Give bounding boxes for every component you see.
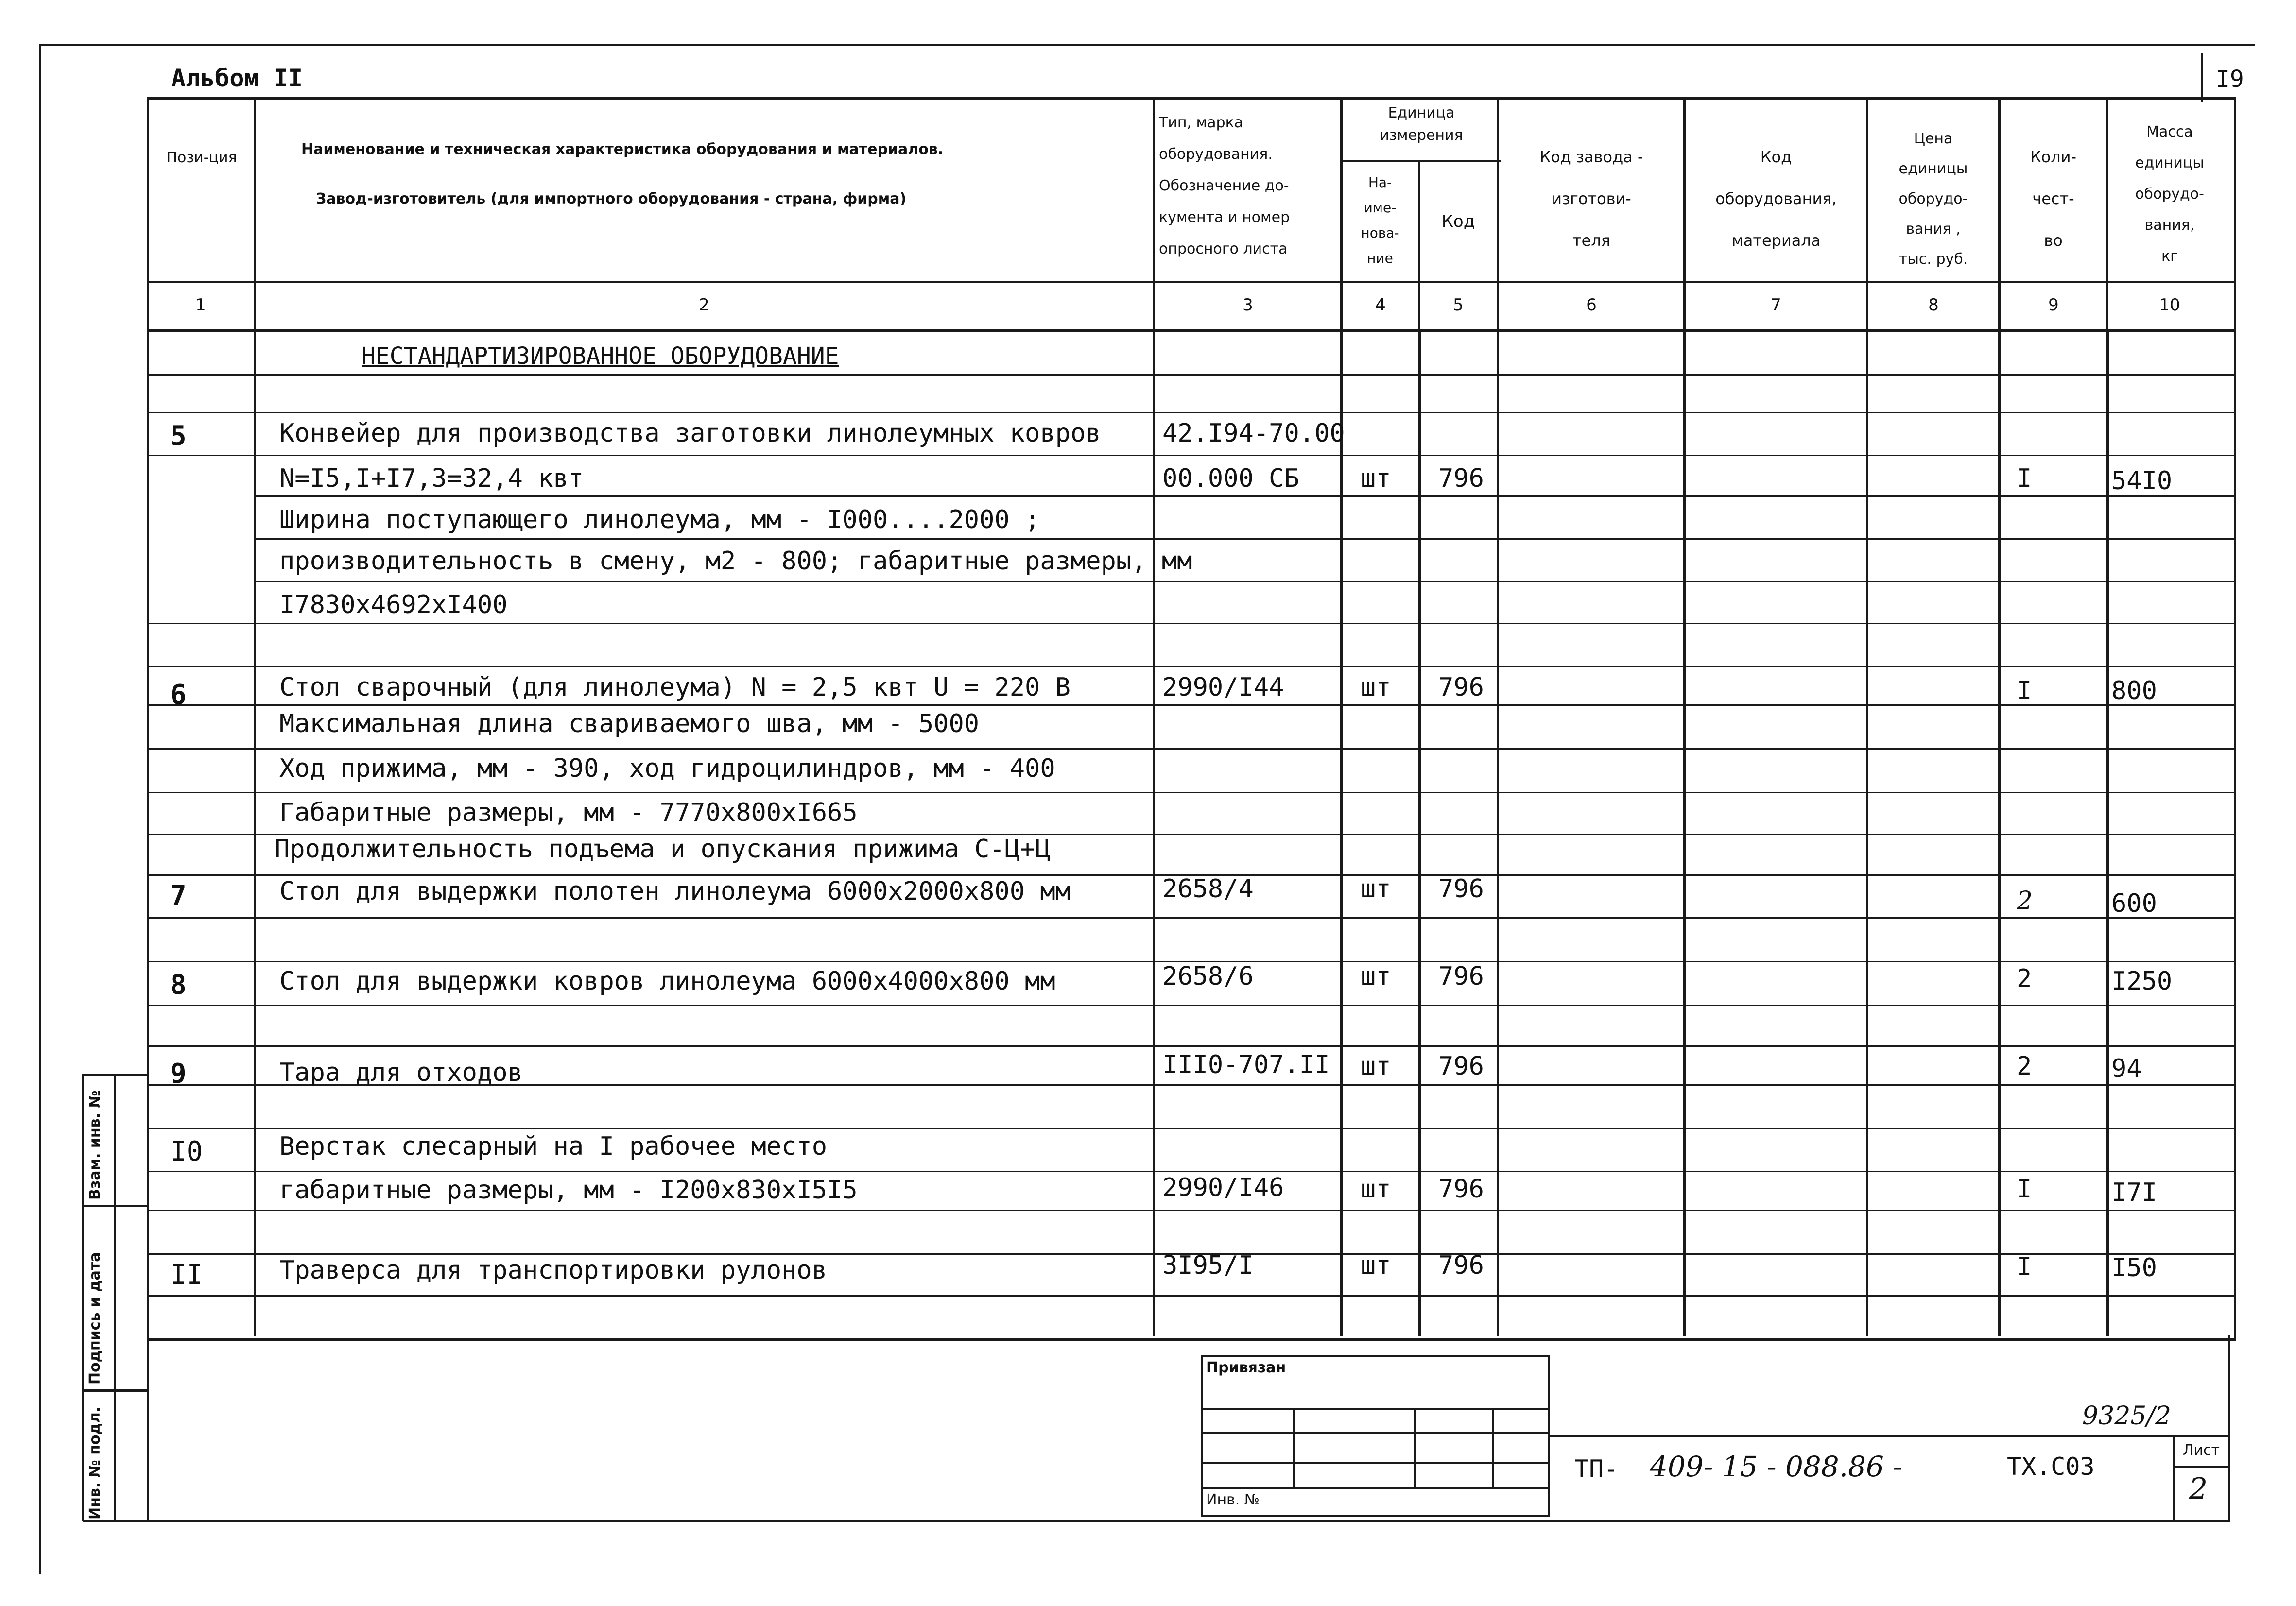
- header-mass-line: оборудо-: [2135, 186, 2204, 203]
- row-position: 5: [170, 420, 187, 452]
- row-position: 8: [170, 969, 187, 1001]
- row-code: 796: [1438, 464, 1484, 493]
- side-label-replacement-inv: Взам. инв. №: [86, 1090, 104, 1200]
- header-unit-name-line: На-: [1368, 174, 1392, 190]
- row-type: III0-707.II: [1162, 1050, 1330, 1079]
- doc-number: 409- 15 - 088.86 -: [1650, 1450, 1902, 1483]
- header-unit-group: [1344, 102, 1499, 147]
- column-number: 4: [1375, 295, 1386, 315]
- row-name: Верстак слесарный на I рабочее место: [279, 1132, 828, 1161]
- row-quantity: I: [2017, 676, 2032, 705]
- header-equipment-line: оборудования,: [1715, 189, 1837, 208]
- row-type: 2990/I46: [1162, 1173, 1284, 1202]
- header-unit-name-line: име-: [1364, 200, 1397, 216]
- header-equipment-line: материала: [1731, 231, 1821, 250]
- row-name: Максимальная длина свариваемого шва, мм - 5000: [279, 709, 980, 738]
- row-code: 796: [1438, 874, 1484, 904]
- header-quantity-line: чест-: [2032, 189, 2074, 208]
- header-unit-line: Единица: [1388, 104, 1455, 121]
- row-quantity: 2: [2017, 887, 2033, 916]
- corner-sheet-number: I9: [2216, 66, 2244, 93]
- row-name: Продолжительность подъема и опускания прижима С-Ц+Ц: [275, 835, 1051, 864]
- header-type-line: опросного листа: [1159, 240, 1288, 257]
- header-quantity-line: Коли-: [2030, 148, 2077, 166]
- binding-label: Привязан: [1206, 1359, 1286, 1376]
- header-price-line: Цена: [1914, 130, 1953, 147]
- header-unit-name: [1342, 170, 1418, 271]
- column-number: 1: [195, 295, 206, 315]
- header-factory-code: [1499, 136, 1684, 261]
- row-name: I7830x4692xI400: [279, 590, 508, 619]
- header-unit-name-line: ние: [1367, 250, 1393, 266]
- side-label-original-inv: Инв. № подл.: [86, 1406, 104, 1520]
- doc-prefix: ТП-: [1574, 1455, 1619, 1483]
- header-price-line: единицы: [1899, 160, 1968, 177]
- row-quantity: I: [2017, 1175, 2032, 1204]
- row-quantity: 2: [2017, 1052, 2032, 1081]
- row-unit: шт: [1361, 1251, 1391, 1280]
- header-price-line: вания ,: [1906, 221, 1961, 238]
- header-unit-code: Код: [1441, 212, 1475, 231]
- column-number: 6: [1586, 295, 1597, 315]
- column-number: 5: [1453, 295, 1464, 315]
- row-code: 796: [1438, 962, 1484, 991]
- row-code: 796: [1438, 1175, 1484, 1204]
- row-name: габаритные размеры, мм - I200x830xI5I5: [279, 1176, 858, 1205]
- row-name: Стол для выдержки ковров линолеума 6000x4000x800 мм: [279, 967, 1055, 996]
- row-code: 796: [1438, 673, 1484, 702]
- header-quantity: [2001, 136, 2106, 261]
- row-mass: 800: [2111, 676, 2157, 705]
- row-name: Конвейер для производства заготовки линолеумных ковров: [279, 419, 1101, 448]
- row-mass: 94: [2111, 1054, 2142, 1083]
- header-price: [1868, 124, 1998, 274]
- row-type: 42.I94-70.00: [1162, 419, 1345, 448]
- row-quantity: 2: [2017, 964, 2032, 993]
- row-unit: шт: [1361, 962, 1391, 991]
- row-name: Траверса для транспортировки рулонов: [279, 1256, 828, 1285]
- row-mass: I50: [2111, 1253, 2157, 1282]
- row-type: 00.000 СБ: [1162, 464, 1299, 493]
- header-unit-line: измерения: [1380, 127, 1463, 144]
- row-mass: 600: [2111, 889, 2157, 918]
- row-name: Ход прижима, мм - 390, ход гидроцилиндров, мм - 400: [279, 754, 1055, 783]
- column-number: 2: [699, 295, 709, 315]
- row-type: 2990/I44: [1162, 673, 1284, 702]
- header-quantity-line: во: [2044, 231, 2063, 250]
- row-name: Стол сварочный (для линолеума) N = 2,5 квт U = 220 В: [279, 673, 1070, 702]
- row-name: Ширина поступающего линолеума, мм - I000....2000 ;: [279, 505, 1040, 534]
- header-factory-line: Код завода -: [1539, 148, 1643, 166]
- header-price-line: тыс. руб.: [1899, 251, 1968, 268]
- column-number: 8: [1928, 295, 1939, 315]
- header-price-line: оборудо-: [1899, 190, 1968, 207]
- row-name: Тара для отходов: [279, 1058, 523, 1087]
- header-mass: [2109, 117, 2230, 272]
- header-name-line1: Наименование и техническая характеристика оборудования и материалов.: [301, 141, 944, 158]
- side-label-signature-date: Подпись и дата: [86, 1252, 104, 1384]
- header-type-line: кумента и номер: [1159, 209, 1290, 226]
- header-unit-name-line: нова-: [1361, 225, 1399, 241]
- row-unit: шт: [1361, 874, 1391, 904]
- row-unit: шт: [1361, 464, 1391, 493]
- row-position: II: [170, 1259, 203, 1291]
- sheet-label: Лист: [2183, 1442, 2220, 1459]
- row-type: 2658/4: [1162, 874, 1254, 904]
- row-name: Габаритные размеры, мм - 7770x800xI665: [279, 798, 858, 827]
- doc-code: ТХ.С03: [2007, 1452, 2095, 1481]
- handwritten-reference: 9325/2: [2082, 1401, 2171, 1431]
- header-type-block: [1159, 107, 1336, 265]
- header-mass-line: Масса: [2146, 123, 2193, 140]
- header-mass-line: единицы: [2135, 154, 2204, 171]
- row-mass: I250: [2111, 967, 2173, 996]
- row-name: производительность в смену, м2 - 800; габаритные размеры, мм: [279, 547, 1192, 576]
- row-quantity: I: [2017, 464, 2032, 493]
- row-code: 796: [1438, 1052, 1484, 1081]
- column-number: 9: [2048, 295, 2059, 315]
- header-type-line: оборудования.: [1159, 146, 1273, 163]
- header-name-line2: Завод-изготовитель (для импортного оборудования - страна, фирма): [316, 190, 907, 207]
- row-quantity: I: [2017, 1252, 2032, 1281]
- inventory-number-label: Инв. №: [1206, 1491, 1260, 1508]
- row-unit: шт: [1361, 673, 1391, 702]
- row-type: 2658/6: [1162, 962, 1254, 991]
- column-number: 10: [2159, 295, 2180, 315]
- header-mass-line: кг: [2161, 248, 2178, 265]
- section-title: НЕСТАНДАРТИЗИРОВАННОЕ ОБОРУДОВАНИЕ: [362, 342, 839, 370]
- header-mass-line: вания,: [2144, 217, 2195, 234]
- sheet-value: 2: [2189, 1472, 2208, 1506]
- row-type: 3I95/I: [1162, 1251, 1254, 1280]
- row-code: 796: [1438, 1251, 1484, 1280]
- header-type-line: Обозначение до-: [1159, 177, 1289, 194]
- header-equipment-line: Код: [1760, 148, 1792, 166]
- column-number: 3: [1243, 295, 1253, 315]
- row-position: 9: [170, 1058, 187, 1090]
- header-factory-line: теля: [1572, 231, 1611, 250]
- header-equipment-code: [1686, 136, 1866, 261]
- row-name: N=I5,I+I7,3=32,4 квт: [279, 464, 584, 493]
- row-mass: 54I0: [2111, 466, 2173, 495]
- row-position: 7: [170, 880, 187, 912]
- header-position: Пози-ция: [166, 149, 237, 166]
- row-mass: I7I: [2111, 1178, 2157, 1207]
- row-position: 6: [170, 679, 187, 711]
- row-position: I0: [170, 1136, 203, 1167]
- row-unit: шт: [1361, 1175, 1391, 1204]
- header-factory-line: изготови-: [1552, 189, 1631, 208]
- column-number: 7: [1771, 295, 1781, 315]
- header-type-line: Тип, марка: [1159, 114, 1243, 131]
- album-label: Альбом II: [171, 64, 303, 92]
- row-name: Стол для выдержки полотен линолеума 6000x2000x800 мм: [279, 877, 1070, 906]
- row-unit: шт: [1361, 1052, 1391, 1081]
